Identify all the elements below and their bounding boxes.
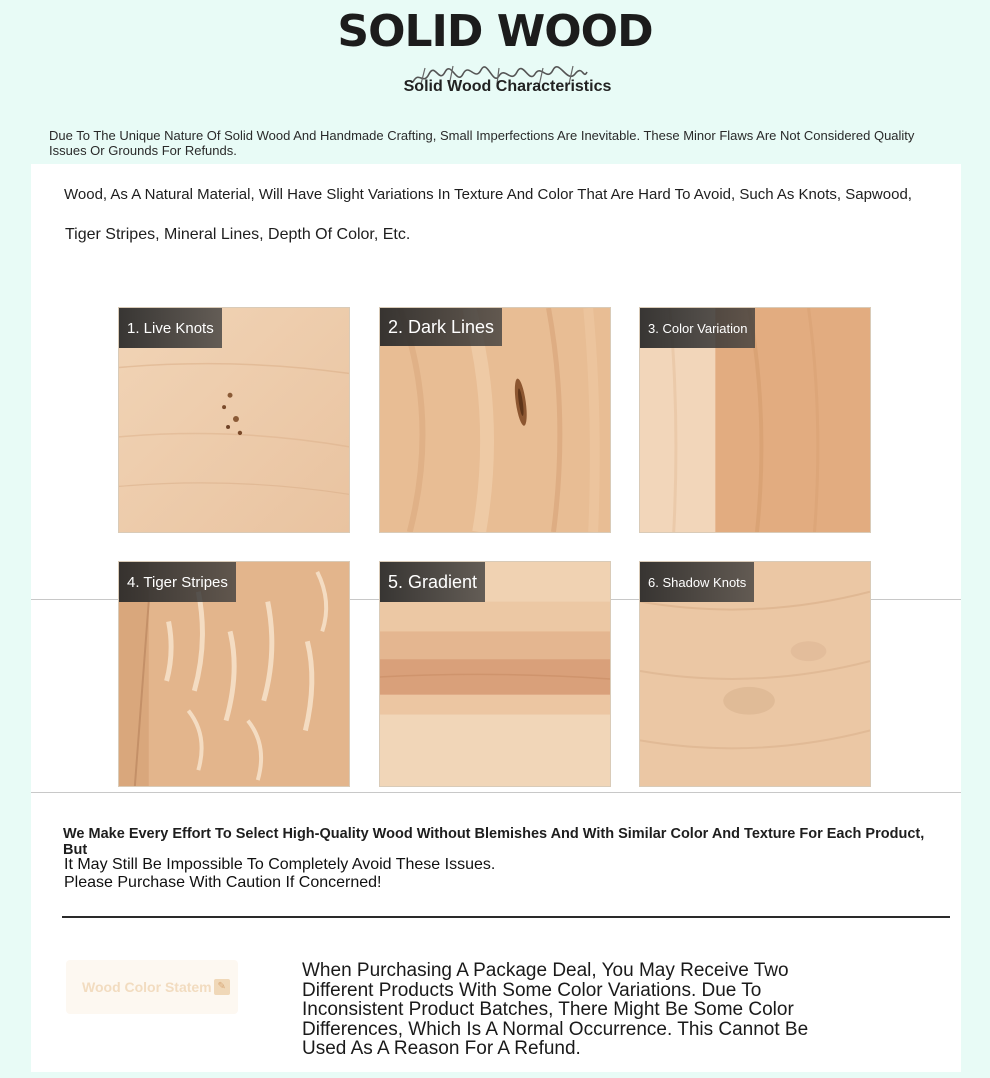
sample-tile-live-knots <box>118 307 350 533</box>
sample-label: 3. Color Variation <box>640 308 755 348</box>
sample-label: 6. Shadow Knots <box>640 562 754 602</box>
intro-line-1: Wood, As A Natural Material, Will Have Slight Variations In Texture And Color That Are Hard To Avoid, Such As Knots, Sapwood, <box>64 186 912 203</box>
sample-tile-gradient <box>379 561 611 787</box>
sample-label: 2. Dark Lines <box>380 308 502 346</box>
package-line-2: Different Products With Some Color Variations. Due To <box>302 979 762 1001</box>
tag-icon: ✎ <box>214 979 230 995</box>
disclaimer-text: Due To The Unique Nature Of Solid Wood And Handmade Crafting, Small Imperfections Are Inevitable. These Minor Flaws Are Not Considered Quality Issues Or Grounds For Refunds. <box>49 128 915 158</box>
subtitle-block <box>395 62 620 102</box>
section-divider <box>62 916 950 918</box>
package-deal-notice <box>302 961 902 1059</box>
effort-line-1: We Make Every Effort To Select High-Quality Wood Without Blemishes And With Similar Color And Texture For Each Product, But <box>63 826 925 858</box>
package-line-4: Differences, Which Is A Normal Occurrence. This Cannot Be <box>302 1018 809 1040</box>
page-title: SOLID WOOD <box>337 6 653 57</box>
sample-label: 4. Tiger Stripes <box>119 562 236 602</box>
sample-label: 5. Gradient <box>380 562 485 602</box>
color-statement-label: Wood Color Statem <box>82 979 212 995</box>
package-line-3: Inconsistent Product Batches, There Might Be Some Color <box>302 999 794 1020</box>
sample-label: 1. Live Knots <box>119 308 222 348</box>
row-separator <box>31 792 961 793</box>
intro-line-2: Tiger Stripes, Mineral Lines, Depth Of Color, Etc. <box>65 226 411 243</box>
wood-color-statement-badge <box>66 960 238 1014</box>
package-line-1: When Purchasing A Package Deal, You May Receive Two <box>302 960 789 981</box>
sample-tile-dark-lines <box>379 307 611 533</box>
section-subtitle: Solid Wood Characteristics <box>403 78 612 95</box>
effort-line-2: It May Still Be Impossible To Completely Avoid These Issues. <box>64 856 496 873</box>
sample-tile-color-variation <box>639 307 871 533</box>
effort-line-3: Please Purchase With Caution If Concerned! <box>64 874 382 891</box>
sample-tile-shadow-knots <box>639 561 871 787</box>
package-line-5: Used As A Reason For A Refund. <box>302 1038 581 1059</box>
sample-tile-tiger-stripes <box>118 561 350 787</box>
effort-block <box>64 856 944 892</box>
